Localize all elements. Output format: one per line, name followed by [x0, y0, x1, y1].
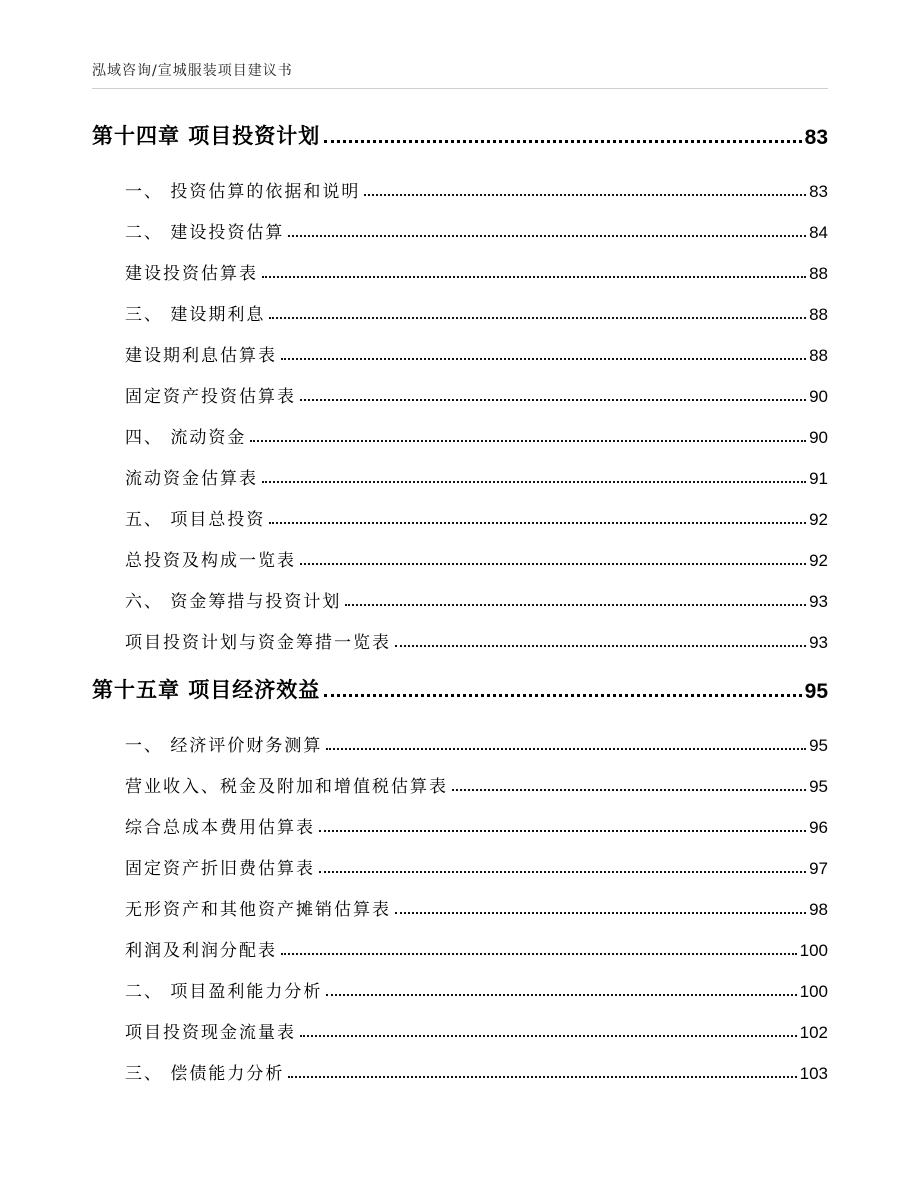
dot-leader: [269, 317, 806, 319]
toc-entry-chapter-15[interactable]: [92, 674, 828, 704]
toc-entry-label: 项目投资现金流量表: [125, 1023, 296, 1043]
toc-entry-page: 83: [809, 182, 828, 201]
toc-entry-page: 93: [809, 633, 828, 652]
toc-entry-label: 二、 项目盈利能力分析: [125, 982, 323, 1002]
dot-leader: [395, 912, 806, 914]
dot-leader: [364, 194, 806, 196]
toc-entry-page: 88: [809, 346, 828, 365]
toc-entry-label: 固定资产投资估算表: [125, 387, 296, 407]
toc-entry-label: 建设投资估算表: [125, 264, 258, 284]
dot-leader: [326, 994, 796, 996]
toc-entry-label: 二、 建设投资估算: [125, 223, 285, 243]
toc-entry-label: 一、 经济评价财务测算: [125, 736, 323, 756]
toc-entry-page: 96: [809, 818, 828, 837]
dot-leader: [288, 1076, 796, 1078]
toc-entry[interactable]: [125, 1054, 828, 1084]
toc-entry[interactable]: [125, 541, 828, 571]
toc-entry-label: 建设期利息估算表: [125, 346, 277, 366]
toc-entry-page: 90: [809, 387, 828, 406]
toc-entry[interactable]: [125, 377, 828, 407]
toc-entry[interactable]: [125, 459, 828, 489]
dot-leader: [345, 604, 806, 606]
dot-leader: [250, 440, 806, 442]
toc-entry-page: 88: [809, 305, 828, 324]
toc-entry[interactable]: [125, 500, 828, 530]
toc-entry-page: 84: [809, 223, 828, 242]
toc-entry-label: 三、 建设期利息: [125, 305, 266, 325]
toc-entry-label: 项目投资计划与资金筹措一览表: [125, 633, 391, 653]
toc-entry-label: 无形资产和其他资产摊销估算表: [125, 900, 391, 920]
toc-entry[interactable]: [125, 931, 828, 961]
toc-entry-page: 92: [809, 551, 828, 570]
header-divider: [92, 88, 828, 89]
toc-entry[interactable]: [125, 582, 828, 612]
toc-entry-page: 95: [804, 680, 828, 703]
toc-entry-label: 一、 投资估算的依据和说明: [125, 182, 361, 202]
dot-leader: [395, 645, 806, 647]
toc-entry[interactable]: [125, 172, 828, 202]
dot-leader: [452, 789, 806, 791]
toc-entry-page: 95: [809, 777, 828, 796]
toc-entry[interactable]: [125, 808, 828, 838]
toc-entry-label: 营业收入、税金及附加和增值税估算表: [125, 777, 448, 797]
toc-entry-label: 五、 项目总投资: [125, 510, 266, 530]
toc-entry[interactable]: [125, 767, 828, 797]
toc-entry[interactable]: [125, 295, 828, 325]
toc-entry-label: 流动资金估算表: [125, 469, 258, 489]
toc-entry[interactable]: [125, 213, 828, 243]
toc-entry[interactable]: [125, 849, 828, 879]
toc-entry-page: 90: [809, 428, 828, 447]
toc-entry-page: 100: [799, 982, 828, 1001]
toc-entry-label: 利润及利润分配表: [125, 941, 277, 961]
toc-entry-label: 第十四章 项目投资计划: [92, 124, 321, 148]
toc-entry[interactable]: [125, 623, 828, 653]
toc-entry-label: 固定资产折旧费估算表: [125, 859, 315, 879]
toc-entry-page: 102: [799, 1023, 828, 1042]
dot-leader: [262, 276, 806, 278]
dot-leader: [324, 694, 801, 697]
toc-entry[interactable]: [125, 890, 828, 920]
toc-entry[interactable]: [125, 336, 828, 366]
dot-leader: [300, 399, 806, 401]
toc-entry-page: 93: [809, 592, 828, 611]
toc-entry-label: 总投资及构成一览表: [125, 551, 296, 571]
toc-entry-page: 83: [804, 126, 828, 149]
dot-leader: [288, 235, 806, 237]
toc-entry[interactable]: [125, 726, 828, 756]
toc-entry-page: 97: [809, 859, 828, 878]
toc-entry-page: 98: [809, 900, 828, 919]
toc-entry-label: 三、 偿债能力分析: [125, 1064, 285, 1084]
toc-entry-page: 91: [809, 469, 828, 488]
toc-entry-label: 四、 流动资金: [125, 428, 247, 448]
dot-leader: [324, 140, 801, 143]
toc-entry-label: 综合总成本费用估算表: [125, 818, 315, 838]
dot-leader: [326, 748, 806, 750]
dot-leader: [262, 481, 806, 483]
dot-leader: [300, 563, 806, 565]
toc-entry-page: 95: [809, 736, 828, 755]
dot-leader: [319, 871, 806, 873]
dot-leader: [300, 1035, 797, 1037]
toc-entry-page: 88: [809, 264, 828, 283]
toc-entry-page: 103: [799, 1064, 828, 1083]
toc-entry-page: 100: [799, 941, 828, 960]
toc-entry-label: 第十五章 项目经济效益: [92, 678, 321, 702]
toc-entry[interactable]: [125, 972, 828, 1002]
toc-entry-label: 六、 资金筹措与投资计划: [125, 592, 342, 612]
dot-leader: [319, 830, 806, 832]
page-header: 泓域咨询/宣城服装项目建议书: [92, 63, 293, 79]
dot-leader: [269, 522, 806, 524]
dot-leader: [281, 953, 797, 955]
toc-entry[interactable]: [125, 418, 828, 448]
toc-entry[interactable]: [125, 1013, 828, 1043]
dot-leader: [281, 358, 806, 360]
toc-entry[interactable]: [125, 254, 828, 284]
toc-entry-chapter-14[interactable]: [92, 120, 828, 150]
toc-entry-page: 92: [809, 510, 828, 529]
